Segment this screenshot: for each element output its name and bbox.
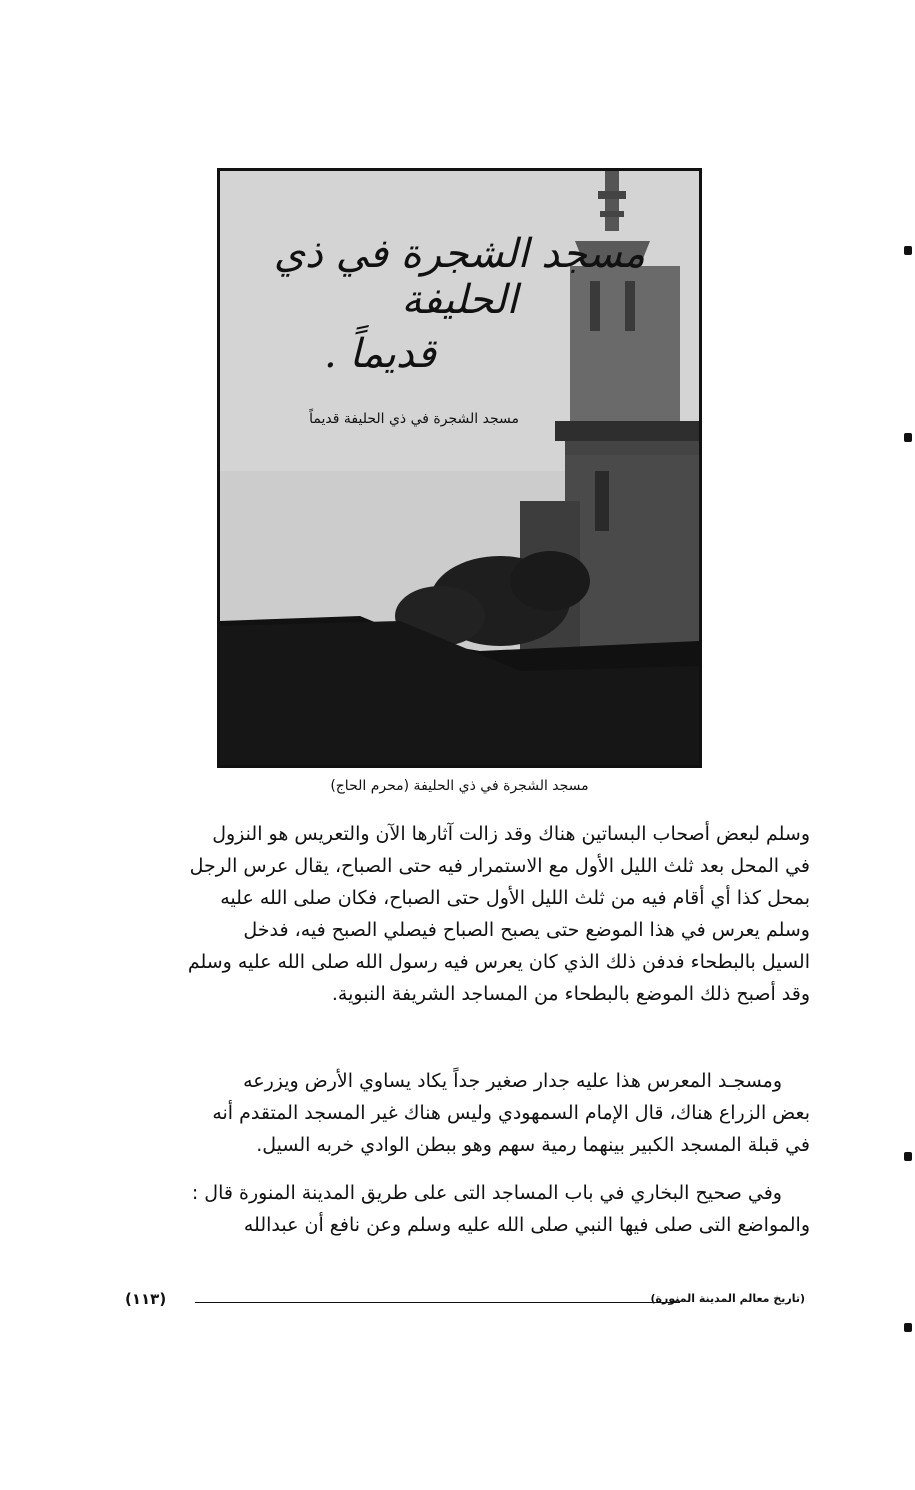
photo-handwritten-title: مسجد الشجرة في ذي الحليفة (273, 231, 646, 323)
photo-handwritten-subtitle: قديماً . (324, 331, 436, 377)
text-line: بمحل كذا أي أقام فيه من ثلث الليل الأول حتى الصباح، فكان صلى الله عليه (220, 887, 810, 909)
text-line: في قبلة المسجد الكبير بينهما رمية سهم وهو ببطن الوادي خربه السيل. (256, 1134, 810, 1156)
text-line: وسلم يعرس في هذا الموضع حتى يصبح الصباح فيصلي الصبح فيه، فدخل (243, 919, 810, 941)
text-line: بعض الزراع هناك، قال الإمام السمهودي وليس هناك غير المسجد المتقدم أنه (212, 1102, 810, 1124)
paragraph-2 (120, 1065, 810, 1161)
photo-caption: مسجد الشجرة في ذي الحليفة (محرم الحاج) (330, 778, 589, 794)
photo-printed-caption: مسجد الشجرة في ذي الحليفة قديماً (309, 411, 519, 427)
page-number: (١١٣) (125, 1290, 167, 1308)
scan-mark (904, 1323, 912, 1332)
text-line: والمواضع التى صلى فيها النبي صلى الله عليه وسلم وعن نافع أن عبدالله (243, 1214, 810, 1236)
page-footer (125, 1290, 805, 1314)
text-line: ومسجـد المعرس هذا عليه جدار صغير جداً يكاد يساوي الأرض ويزرعه (243, 1070, 782, 1092)
text-line: وفي صحيح البخاري في باب المساجد التى على طريق المدينة المنورة قال : (191, 1182, 782, 1204)
paragraph-1 (120, 818, 810, 1010)
text-line: وسلم لبعض أصحاب البساتين هناك وقد زالت آثارها الآن والتعريس هو النزول (212, 823, 810, 845)
scan-mark (904, 1152, 912, 1161)
scan-mark (904, 433, 912, 442)
paragraph-3 (120, 1177, 810, 1241)
footer-rule (195, 1302, 680, 1303)
text-line: السيل بالبطحاء فدفن ذلك الذي كان يعرس فيه رسول الله صلى الله عليه وسلم (187, 951, 810, 973)
text-line: في المحل بعد ثلث الليل الأول مع الاستمرار فيه حتى الصباح، يقال عرس الرجل (189, 855, 810, 877)
minaret-photo (217, 168, 702, 768)
book-title: (تاريخ معالم المدينة المنورة) (650, 1292, 805, 1305)
text-line: وقد أصبح ذلك الموضع بالبطحاء من المساجد الشريفة النبوية. (331, 983, 810, 1005)
scan-mark (904, 246, 912, 255)
